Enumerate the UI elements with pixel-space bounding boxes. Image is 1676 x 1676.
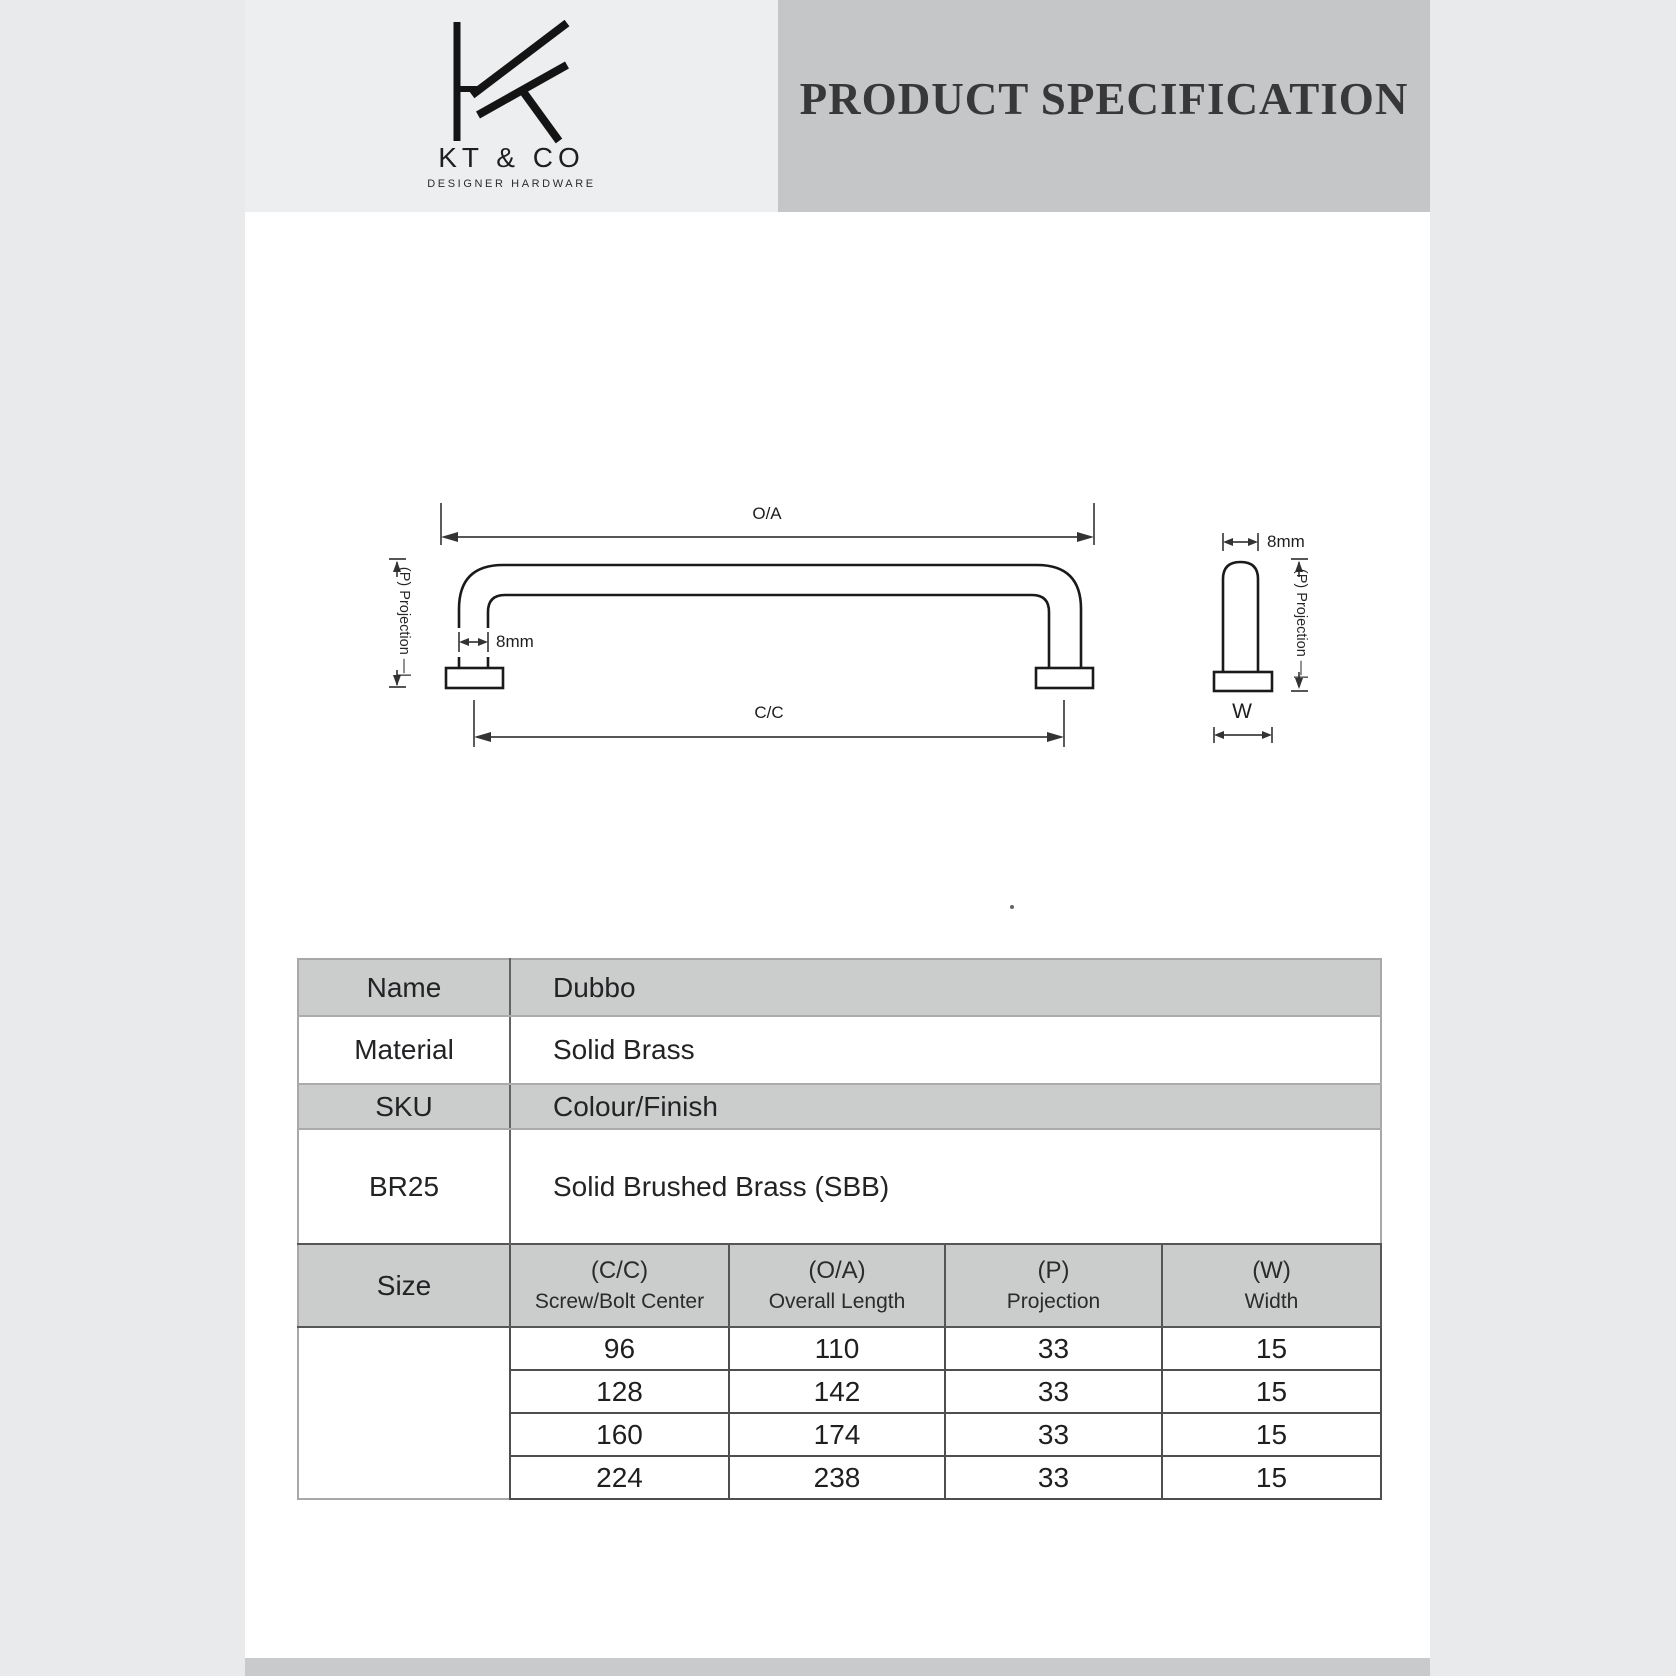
handle-technical-drawing [330,440,1340,770]
col-header-p [945,1244,1162,1327]
size-spacer-cell [298,1327,510,1499]
finish-value: Solid Brushed Brass (SBB) [553,1170,890,1202]
material-label: Material [298,1016,510,1084]
center-to-center-label: C/C [754,703,784,722]
table-row [298,1129,1381,1244]
col-header-cc [510,1244,729,1327]
overall-length-label: O/A [752,504,782,523]
p-code: (P) [1037,1257,1070,1285]
size-cell: 128 [510,1370,729,1413]
size-cell: 33 [945,1370,1162,1413]
footer-strip [245,1658,1430,1676]
name-label: Name [298,959,510,1016]
front-projection-label: (P) Projection —| [396,566,412,678]
size-cell: 160 [510,1413,729,1456]
brand-tagline: DESIGNER HARDWARE [427,178,596,190]
table-row [298,1084,1381,1129]
size-cell: 33 [945,1456,1162,1499]
size-cell: 224 [510,1456,729,1499]
page-title: PRODUCT SPECIFICATION [799,73,1409,124]
cc-code: (C/C) [590,1257,649,1285]
sku-label: SKU [298,1084,510,1129]
w-name: Width [1244,1289,1299,1313]
size-cell: 15 [1162,1327,1381,1370]
title-band [778,0,1430,212]
oa-name: Overall Length [768,1289,906,1313]
material-value: Solid Brass [510,1016,1381,1084]
size-cell: 33 [945,1413,1162,1456]
w-code: (W) [1252,1257,1291,1285]
stray-dot [1010,905,1014,909]
p-name: Projection [1006,1289,1101,1313]
size-cell: 110 [729,1327,945,1370]
name-value: Dubbo [510,959,1381,1016]
header-logo-panel [245,0,778,212]
size-row [298,1327,1381,1370]
size-cell: 238 [729,1456,945,1499]
size-label: Size [298,1244,510,1327]
size-header-row [298,1244,1381,1327]
kt-monogram-icon [451,20,571,144]
sku-code: BR25 [298,1129,510,1244]
size-cell: 15 [1162,1413,1381,1456]
size-cell: 96 [510,1327,729,1370]
col-header-oa [729,1244,945,1327]
table-row [298,959,1381,1016]
side-projection-label: (P) Projection —| [1293,568,1309,680]
col-header-w [1162,1244,1381,1327]
brand-logo [245,0,778,212]
side-diameter-label: 8mm [1267,532,1305,551]
size-cell: 33 [945,1327,1162,1370]
spec-table [297,958,1382,1500]
brand-name: KT & CO [438,142,585,173]
oa-code: (O/A) [808,1257,866,1285]
colour-finish-label: Colour/Finish [510,1084,1381,1129]
front-diameter-label: 8mm [496,632,534,651]
size-cell: 174 [729,1413,945,1456]
width-label: W [1232,700,1252,723]
size-cell: 15 [1162,1370,1381,1413]
size-cell: 15 [1162,1456,1381,1499]
cc-name: Screw/Bolt Center [534,1289,705,1313]
table-row [298,1016,1381,1084]
size-cell: 142 [729,1370,945,1413]
